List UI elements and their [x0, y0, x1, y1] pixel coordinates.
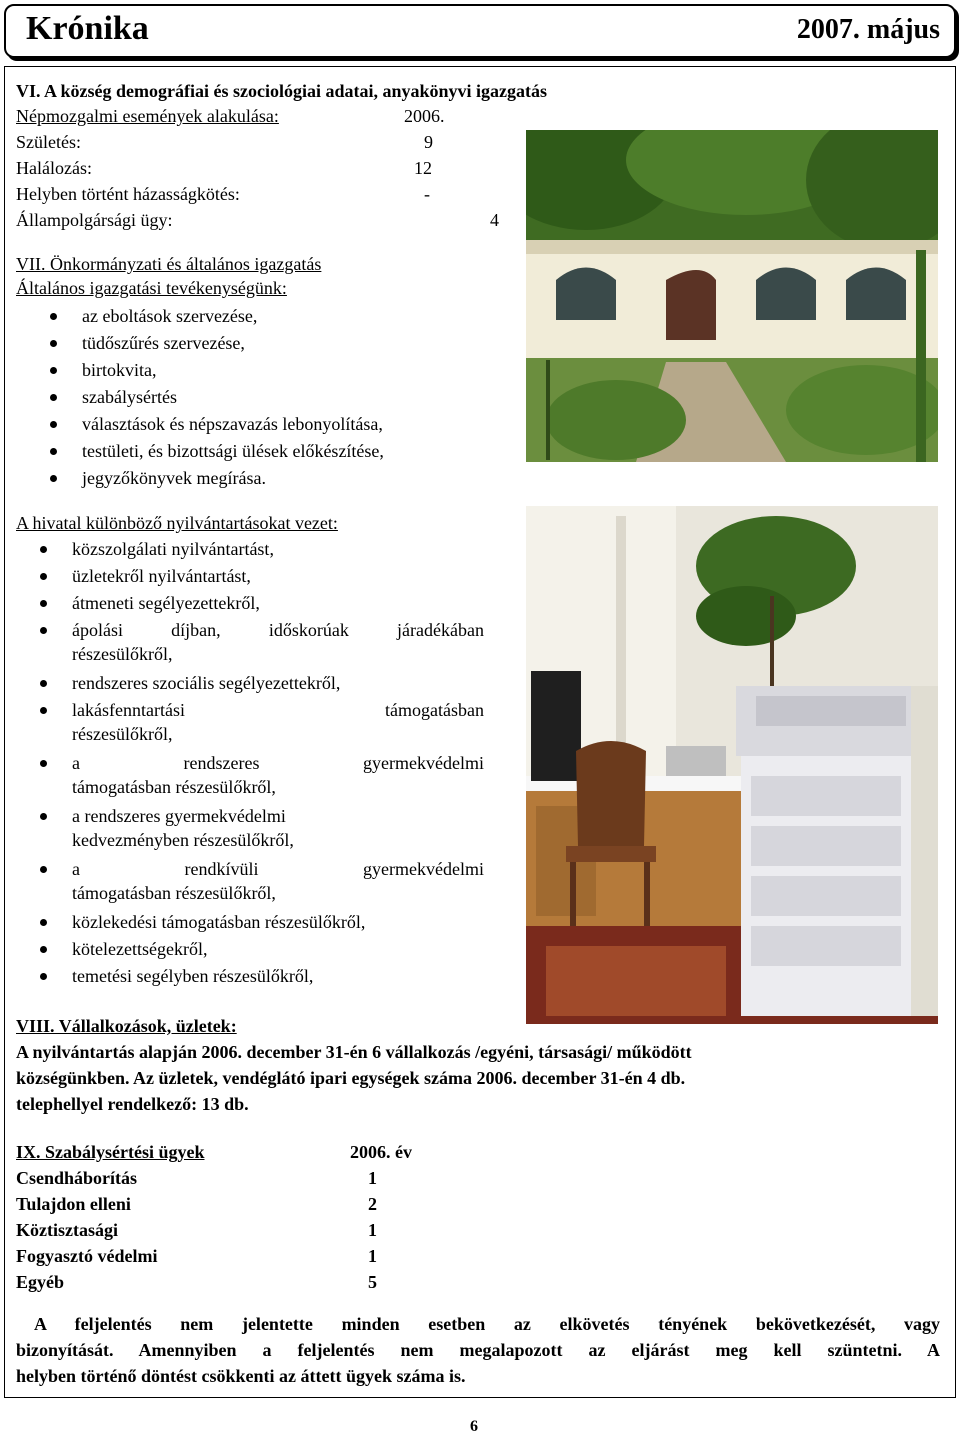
- section6-row-value: 9: [424, 132, 433, 152]
- registry-item: [72, 618, 484, 666]
- bullet-icon: [50, 340, 57, 347]
- registry-item: üzletekről nyilvántartást,: [72, 564, 484, 588]
- section7-sub: Általános igazgatási tevékenységünk:: [16, 278, 287, 298]
- registry-item-line: részesülőkről,: [72, 724, 173, 744]
- section9-row-value: 1: [368, 1220, 377, 1240]
- section9-row-value: 2: [368, 1194, 377, 1214]
- office-photo: [526, 506, 938, 1024]
- section6-heading: VI. A község demográfiai és szociológiai adatai, anyakönyvi igazgatás: [16, 81, 547, 101]
- registry-item: [72, 698, 484, 746]
- section7-heading: VII. Önkormányzati és általános igazgatás: [16, 254, 322, 274]
- section6-sub-label: Népmozgalmi események alakulása:: [16, 106, 279, 126]
- registry-heading: A hivatal különböző nyilvántartásokat vezet:: [16, 513, 338, 533]
- section9-row-label: Csendháborítás: [16, 1168, 138, 1188]
- section7-item: tüdőszűrés szervezése,: [82, 331, 245, 355]
- bullet-icon: [40, 866, 47, 873]
- section9-note-line: bizonyítását. Amennyiben a feljelentés nem megalapozott az eljárást meg kell szüntetni. A: [16, 1340, 940, 1360]
- registry-item: rendszeres szociális segélyezettekről,: [72, 671, 484, 695]
- section9-heading: IX. Szabálysértési ügyek: [16, 1142, 205, 1162]
- section9-row-label: Köztisztasági: [16, 1220, 118, 1240]
- section8-line: telephellyel rendelkező: 13 db.: [16, 1094, 249, 1114]
- section6-row-label: Helyben történt házasságkötés:: [16, 184, 240, 204]
- masthead: [4, 4, 956, 58]
- bullet-icon: [40, 600, 47, 607]
- section7-item: szabálysértés: [82, 385, 177, 409]
- bullet-icon: [40, 546, 47, 553]
- bullet-icon: [40, 573, 47, 580]
- registry-item-line: támogatásban részesülőkről,: [72, 883, 276, 903]
- registry-item: temetési segélyben részesülőkről,: [72, 964, 484, 988]
- section9-row-value: 1: [368, 1168, 377, 1188]
- section7-item: birtokvita,: [82, 358, 157, 382]
- section6-row-label: Születés:: [16, 132, 81, 152]
- bullet-icon: [50, 313, 57, 320]
- bullet-icon: [50, 448, 57, 455]
- registry-item: átmeneti segélyezettekről,: [72, 591, 484, 615]
- section8-line: községünkben. Az üzletek, vendéglátó ipari egységek száma 2006. december 31-én 4 db.: [16, 1068, 686, 1088]
- section6-row-value: -: [424, 184, 430, 204]
- registry-item: [72, 751, 484, 799]
- section9-row-label: Fogyasztó védelmi: [16, 1246, 158, 1266]
- section9-row-value: 1: [368, 1246, 377, 1266]
- bullet-icon: [40, 946, 47, 953]
- page-number: 6: [470, 1418, 478, 1435]
- office-photo-image: [526, 506, 938, 1024]
- bullet-icon: [40, 813, 47, 820]
- section9-note-line: helyben történő döntést csökkenti az áttett ügyek száma is.: [16, 1366, 466, 1386]
- publication-title: Krónika: [26, 10, 149, 47]
- registry-item: kötelezettségekről,: [72, 937, 484, 961]
- bullet-icon: [40, 707, 47, 714]
- section9-year: 2006. év: [350, 1142, 412, 1162]
- bullet-icon: [50, 394, 57, 401]
- section9-row-value: 5: [368, 1272, 377, 1292]
- section7-item: az eboltások szervezése,: [82, 304, 257, 328]
- section6-row-label: Halálozás:: [16, 158, 92, 178]
- section7-item: választások és népszavazás lebonyolítása,: [82, 412, 383, 436]
- registry-item-line: támogatásban részesülőkről,: [72, 777, 276, 797]
- registry-item: [72, 804, 484, 852]
- bullet-icon: [40, 627, 47, 634]
- registry-item-line: a rendszeres gyermekvédelmi: [72, 753, 484, 773]
- section6-row-value: 4: [490, 210, 499, 230]
- section7-item: testületi, és bizottsági ülések előkészítése,: [82, 439, 384, 463]
- section9-row-label: Tulajdon elleni: [16, 1194, 131, 1214]
- section7-item: jegyzőkönyvek megírása.: [82, 466, 266, 490]
- section6-row-label: Állampolgársági ügy:: [16, 210, 173, 230]
- registry-item-line: kedvezményben részesülőkről,: [72, 830, 294, 850]
- building-photo: [526, 130, 938, 462]
- bullet-icon: [50, 421, 57, 428]
- registry-item: [72, 857, 484, 905]
- section9-note-line: A feljelentés nem jelentette minden esetben az elkövetés tényének bekövetkezését, vagy: [34, 1314, 940, 1334]
- registry-item-line: a rendszeres gyermekvédelmi: [72, 806, 286, 826]
- bullet-icon: [50, 367, 57, 374]
- registry-item-line: ápolási díjban, időskorúak járadékában: [72, 620, 484, 640]
- section6-row-value: 12: [414, 158, 432, 178]
- registry-item: közlekedési támogatásban részesülőkről,: [72, 910, 484, 934]
- section8-line: A nyilvántartás alapján 2006. december 31-én 6 vállalkozás /egyéni, társasági/ működött: [16, 1042, 692, 1062]
- bullet-icon: [40, 680, 47, 687]
- bullet-icon: [40, 919, 47, 926]
- issue-date: 2007. május: [796, 14, 940, 45]
- registry-item: közszolgálati nyilvántartást,: [72, 537, 484, 561]
- registry-item-line: részesülőkről,: [72, 644, 173, 664]
- building-photo-image: [526, 130, 938, 462]
- section8-heading: VIII. Vállalkozások, üzletek:: [16, 1016, 237, 1036]
- bullet-icon: [40, 973, 47, 980]
- registry-item-line: lakásfenntartási támogatásban: [72, 700, 484, 720]
- section9-row-label: Egyéb: [16, 1272, 65, 1292]
- bullet-icon: [50, 475, 57, 482]
- section6-sub: [16, 104, 279, 128]
- section6-year: 2006.: [404, 106, 445, 126]
- bullet-icon: [40, 760, 47, 767]
- registry-item-line: a rendkívüli gyermekvédelmi: [72, 859, 484, 879]
